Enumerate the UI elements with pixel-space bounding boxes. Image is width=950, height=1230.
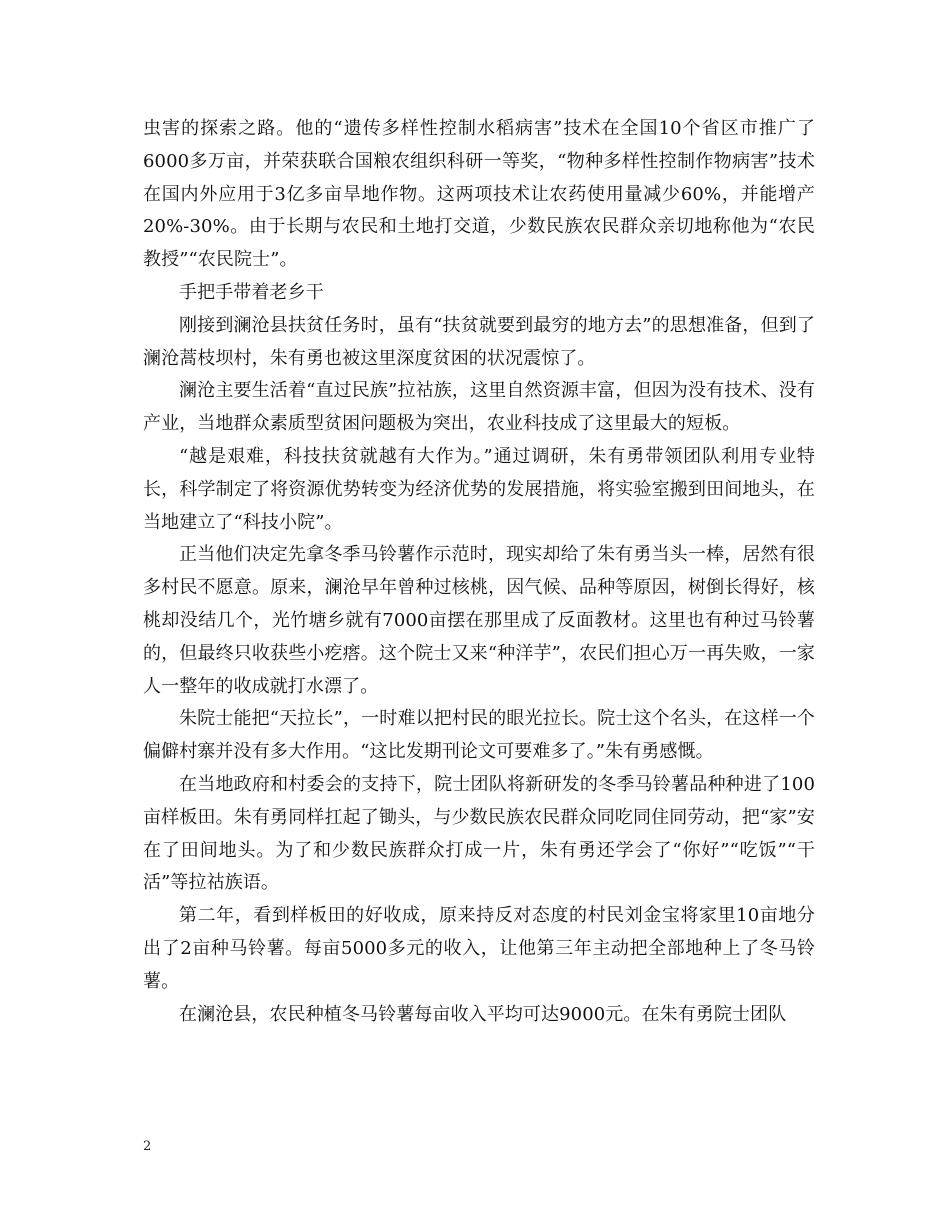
paragraph-1: 虫害的探索之路。他的“遗传多样性控制水稻病害”技术在全国10个省区市推广了6000多万亩，并荣获联合国粮农组织科研一等奖，“物种多样性控制作物病害”技术在国内外应用于3亿多亩旱地作物。这两项技术让农药使用量减少60%，并能增产20%-30%。由于长期与农民和土地打交道，少数民族农民群众亲切地称他为“农民教授”“农民院士”。 (143, 118, 815, 271)
paragraph-7: 朱院士能把“天拉长”，一时难以把村民的眼光拉长。院士这个名头，在这样一个偏僻村寨并没有多大作用。“这比发期刊论文可要难多了。”朱有勇感慨。 (143, 708, 815, 763)
paragraph-8: 在当地政府和村委会的支持下，院士团队将新研发的冬季马铃薯品种种进了100亩样板田。朱有勇同样扛起了锄头，与少数民族农民群众同吃同住同劳动，把“家”安在了田间地头。为了和少数民族群众打成一片，朱有勇还学会了“你好”“吃饭”“干活”等拉祜族语。 (143, 773, 815, 894)
paragraph-4: 澜沧主要生活着“直过民族”拉祜族，这里自然资源丰富，但因为没有技术、没有产业，当地群众素质型贫困问题极为突出，农业科技成了这里最大的短板。 (143, 380, 815, 435)
section-heading: 手把手带着老乡干 (179, 281, 324, 303)
paragraph-10: 在澜沧县，农民种植冬马铃薯每亩收入平均可达9000元。在朱有勇院士团队 (179, 1003, 787, 1025)
page-number: 2 (143, 1139, 152, 1154)
paragraph-6: 正当他们决定先拿冬季马铃薯作示范时，现实却给了朱有勇当头一棒，居然有很多村民不愿意。原来，澜沧早年曾种过核桃，因气候、品种等原因，树倒长得好，核桃却没结几个，光竹塘乡就有7000亩摆在那里成了反面教材。这里也有种过马铃薯的，但最终只收获些小疙瘩。这个院士又来“种洋芋”，农民们担心万一再失败，一家人一整年的收成就打水漂了。 (143, 544, 815, 697)
article-body (143, 113, 815, 1031)
paragraph-5: “越是艰难，科技扶贫就越有大作为。”通过调研，朱有勇带领团队利用专业特长，科学制定了将资源优势转变为经济优势的发展措施，将实验室搬到田间地头，在当地建立了“科技小院”。 (143, 445, 815, 533)
paragraph-9: 第二年，看到样板田的好收成，原来持反对态度的村民刘金宝将家里10亩地分出了2亩种马铃薯。每亩5000多元的收入，让他第三年主动把全部地种上了冬马铃薯。 (143, 905, 815, 992)
paragraph-3: 刚接到澜沧县扶贫任务时，虽有“扶贫就要到最穷的地方去”的思想准备，但到了澜沧蒿枝坝村，朱有勇也被这里深度贫困的状况震惊了。 (143, 314, 815, 369)
